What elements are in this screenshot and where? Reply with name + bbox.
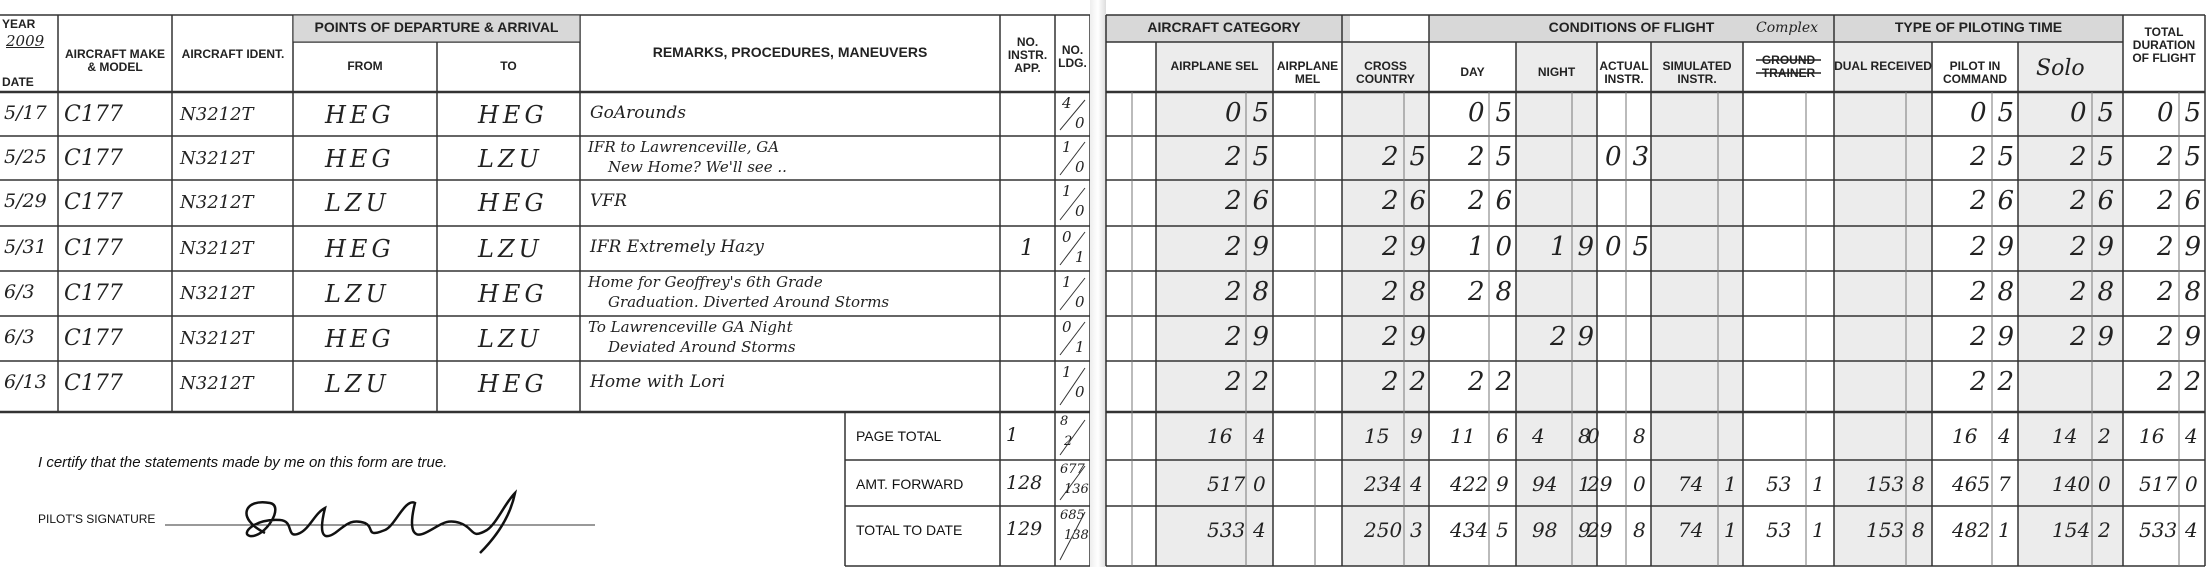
ident-cell: N3212T [180, 104, 254, 125]
total-total-tenths: 0 [2185, 472, 2198, 496]
ident-header: AIRCRAFT IDENT. [181, 47, 285, 61]
day-total-tenths: 9 [1496, 472, 1509, 496]
pic-total-tenths: 4 [1998, 424, 2011, 448]
total-ldg-day-cell: 8 [1060, 414, 1069, 429]
dual-total-hours: 153 [1866, 472, 1905, 496]
actual-instr-header: ACTUAL INSTR. [1599, 59, 1649, 86]
pic-total-hours: 16 [1952, 424, 1978, 448]
sel-cell: 28 [1225, 277, 1281, 307]
day-header: DAY [1460, 65, 1485, 79]
total-row-label: PAGE TOTAL [856, 428, 942, 444]
to-cell: HEG [478, 101, 548, 129]
date-cell: 6/3 [4, 326, 35, 348]
ground-trainer-header: GROUND TRAINER [1761, 53, 1816, 80]
sel-cell: 26 [1225, 186, 1281, 216]
night-total-hours: 94 [1532, 472, 1558, 496]
day-total-tenths: 6 [1496, 424, 1509, 448]
total-instr-cell: 1 [1006, 424, 1019, 446]
xc-cell: 22 [1382, 367, 1438, 397]
book-gutter [1090, 0, 1106, 567]
remarks-line-2: Deviated Around Storms [608, 338, 796, 356]
from-cell: HEG [325, 101, 395, 129]
complex-handwritten: Complex [1756, 20, 1819, 36]
pilot-in-command-header: PILOT IN COMMAND [1943, 59, 2007, 86]
sel-cell: 05 [1225, 98, 1281, 128]
make-model-cell: C177 [64, 281, 123, 306]
ldg-night-cell: 0 [1075, 383, 1085, 401]
night-total-tenths: 1 [1578, 472, 1591, 496]
remarks-line-1: To Lawrenceville GA Night [588, 318, 793, 336]
airplane-mel-header: AIRPLANE MEL [1276, 59, 1339, 86]
xc-total-tenths: 4 [1410, 472, 1423, 496]
from-cell: HEG [325, 145, 395, 173]
ldg-night-cell: 1 [1075, 248, 1085, 266]
from-cell: LZU [325, 370, 390, 398]
instr-app-header: NO. INSTR. APP. [1007, 35, 1048, 75]
from-cell: LZU [325, 189, 390, 217]
remarks-cell: GoArounds [590, 103, 686, 123]
actual-total-hours: 0 [1587, 424, 1600, 448]
solo-cell: 25 [2070, 142, 2126, 172]
remarks-header: REMARKS, PROCEDURES, MANEUVERS [652, 44, 928, 60]
total-ldg-night-cell: 2 [1064, 434, 1073, 449]
xc-cell: 29 [1382, 322, 1438, 352]
solo-cell: 05 [2070, 98, 2126, 128]
pic-total-tenths: 1 [1998, 518, 2011, 542]
make-model-cell: C177 [64, 190, 123, 215]
cx-total-tenths: 1 [1812, 518, 1825, 542]
xc-total-hours: 234 [1364, 472, 1403, 496]
night-cell: 19 [1550, 232, 1606, 262]
xc-cell: 25 [1382, 142, 1438, 172]
date-label: DATE [2, 75, 34, 89]
simulated-instr-header: SIMULATED INSTR. [1662, 59, 1732, 86]
to-cell: LZU [478, 325, 543, 353]
day-total-hours: 434 [1450, 518, 1489, 542]
sim-total-tenths: 1 [1724, 472, 1737, 496]
piloting-time-header: TYPE OF PILOTING TIME [1894, 19, 2063, 35]
pic-cell: 29 [1970, 232, 2026, 262]
logbook-left-page [0, 0, 1090, 567]
day-total-hours: 11 [1450, 424, 1476, 448]
actual-total-hours: 29 [1587, 472, 1613, 496]
total-instr-cell: 128 [1006, 472, 1043, 494]
ldg-night-cell: 0 [1075, 202, 1085, 220]
total-row-label: AMT. FORWARD [856, 476, 964, 492]
ldg-header: NO. LDG. [1058, 43, 1087, 70]
solo-total-hours: 14 [2052, 424, 2078, 448]
xc-cell: 28 [1382, 277, 1438, 307]
year-label: YEAR [2, 17, 36, 31]
total-cell: 28 [2157, 277, 2212, 307]
remarks-cell: IFR Extremely Hazy [590, 237, 764, 257]
total-cell: 29 [2157, 232, 2212, 262]
pic-total-tenths: 7 [1998, 472, 2011, 496]
solo-total-tenths: 2 [2098, 518, 2111, 542]
total-duration-header: TOTAL DURATION OF FLIGHT [2132, 25, 2196, 65]
sel-total-tenths: 4 [1253, 424, 1266, 448]
xc-total-hours: 250 [1364, 518, 1403, 542]
ident-cell: N3212T [180, 373, 254, 394]
total-instr-cell: 129 [1006, 518, 1043, 540]
xc-total-tenths: 3 [1410, 518, 1423, 542]
pic-total-hours: 482 [1952, 518, 1991, 542]
make-model-cell: C177 [64, 102, 123, 127]
total-cell: 22 [2157, 367, 2212, 397]
aircraft-category-header: AIRCRAFT CATEGORY [1147, 19, 1301, 35]
ldg-day-cell: 0 [1062, 228, 1072, 246]
remarks-line-1: Home for Geoffrey's 6th Grade [588, 273, 823, 291]
sel-cell: 25 [1225, 142, 1281, 172]
to-cell: HEG [478, 280, 548, 308]
day-total-tenths: 5 [1496, 518, 1509, 542]
total-cell: 29 [2157, 322, 2212, 352]
sel-cell: 29 [1225, 322, 1281, 352]
ldg-day-cell: 0 [1062, 318, 1072, 336]
cx-total-tenths: 1 [1812, 472, 1825, 496]
cross-country-header: CROSS COUNTRY [1356, 59, 1415, 86]
date-cell: 5/29 [4, 190, 47, 212]
actual-total-tenths: 8 [1633, 424, 1646, 448]
actual-total-hours: 29 [1587, 518, 1613, 542]
pic-cell: 22 [1970, 367, 2026, 397]
remarks-line-2: Graduation. Diverted Around Storms [608, 293, 890, 311]
sim-total-hours: 74 [1678, 518, 1704, 542]
xc-cell: 29 [1382, 232, 1438, 262]
dual-total-hours: 153 [1866, 518, 1905, 542]
make-model-cell: C177 [64, 326, 123, 351]
total-total-tenths: 4 [2185, 424, 2198, 448]
pic-total-hours: 465 [1952, 472, 1991, 496]
logbook-right-page [1106, 0, 2212, 567]
total-ldg-day-cell: 677 [1060, 462, 1085, 477]
from-cell: HEG [325, 235, 395, 263]
actual-cell: 05 [1605, 232, 1661, 262]
to-cell: LZU [478, 235, 543, 263]
date-cell: 6/3 [4, 281, 35, 303]
ldg-night-cell: 0 [1075, 293, 1085, 311]
ident-cell: N3212T [180, 283, 254, 304]
pilot-signature [225, 478, 545, 563]
pic-cell: 05 [1970, 98, 2026, 128]
signature-label: PILOT'S SIGNATURE [38, 512, 156, 526]
date-cell: 5/17 [4, 102, 47, 124]
sim-total-tenths: 1 [1724, 518, 1737, 542]
to-header: TO [500, 59, 517, 73]
date-cell: 5/31 [4, 236, 47, 258]
ldg-day-cell: 4 [1062, 94, 1072, 112]
make-model-header: AIRCRAFT MAKE & MODEL [65, 47, 165, 74]
total-ldg-day-cell: 685 [1060, 508, 1085, 523]
make-model-cell: C177 [64, 236, 123, 261]
remarks-cell: VFR [590, 191, 627, 211]
solo-total-hours: 154 [2052, 518, 2091, 542]
total-total-hours: 517 [2139, 472, 2178, 496]
actual-total-tenths: 0 [1633, 472, 1646, 496]
night-total-tenths: 8 [1578, 424, 1591, 448]
ldg-night-cell: 0 [1075, 114, 1085, 132]
from-header: FROM [347, 59, 383, 73]
day-cell: 10 [1468, 232, 1524, 262]
day-cell: 22 [1468, 367, 1524, 397]
remarks-line-2: New Home? We'll see .. [608, 158, 787, 176]
night-total-hours: 98 [1532, 518, 1558, 542]
dual-received-header: DUAL RECEIVED [1834, 59, 1932, 73]
solo-total-hours: 140 [2052, 472, 2091, 496]
night-total-tenths: 9 [1578, 518, 1591, 542]
dual-total-tenths: 8 [1912, 472, 1925, 496]
night-cell: 29 [1550, 322, 1606, 352]
certify-statement: I certify that the statements made by me on this form are true. [38, 454, 448, 471]
solo-handwritten-header: Solo [2036, 56, 2085, 81]
day-cell: 25 [1468, 142, 1524, 172]
xc-total-hours: 15 [1364, 424, 1390, 448]
ident-cell: N3212T [180, 192, 254, 213]
total-cell: 25 [2157, 142, 2212, 172]
ldg-night-cell: 0 [1075, 158, 1085, 176]
ident-cell: N3212T [180, 238, 254, 259]
sel-cell: 29 [1225, 232, 1281, 262]
solo-total-tenths: 0 [2098, 472, 2111, 496]
day-cell: 26 [1468, 186, 1524, 216]
solo-cell: 29 [2070, 232, 2126, 262]
year-value: 2009 [6, 32, 45, 50]
solo-cell: 26 [2070, 186, 2126, 216]
sel-cell: 22 [1225, 367, 1281, 397]
to-cell: HEG [478, 370, 548, 398]
ident-cell: N3212T [180, 328, 254, 349]
sel-total-tenths: 0 [1253, 472, 1266, 496]
actual-total-tenths: 8 [1633, 518, 1646, 542]
to-cell: LZU [478, 145, 543, 173]
total-total-tenths: 4 [2185, 518, 2198, 542]
airplane-sel-header: AIRPLANE SEL [1170, 59, 1259, 73]
total-cell: 05 [2157, 98, 2212, 128]
sim-total-hours: 74 [1678, 472, 1704, 496]
to-cell: HEG [478, 189, 548, 217]
solo-total-tenths: 2 [2098, 424, 2111, 448]
instr-app-cell: 1 [1020, 236, 1034, 261]
total-ldg-night-cell: 138 [1064, 528, 1089, 543]
make-model-cell: C177 [64, 371, 123, 396]
sel-total-hours: 16 [1207, 424, 1233, 448]
xc-total-tenths: 9 [1410, 424, 1423, 448]
points-header: POINTS OF DEPARTURE & ARRIVAL [314, 19, 559, 35]
make-model-cell: C177 [64, 146, 123, 171]
ldg-night-cell: 1 [1075, 338, 1085, 356]
total-total-hours: 16 [2139, 424, 2165, 448]
xc-cell: 26 [1382, 186, 1438, 216]
from-cell: HEG [325, 325, 395, 353]
total-cell: 26 [2157, 186, 2212, 216]
total-total-hours: 533 [2139, 518, 2178, 542]
remarks-line-1: IFR to Lawrenceville, GA [588, 138, 780, 156]
cx-total-hours: 53 [1766, 472, 1792, 496]
date-cell: 5/25 [4, 146, 47, 168]
solo-cell: 28 [2070, 277, 2126, 307]
ldg-day-cell: 1 [1062, 363, 1072, 381]
remarks-cell: Home with Lori [590, 372, 725, 392]
ldg-day-cell: 1 [1062, 138, 1072, 156]
pic-cell: 28 [1970, 277, 2026, 307]
cx-total-hours: 53 [1766, 518, 1792, 542]
date-cell: 6/13 [4, 371, 47, 393]
sel-total-hours: 533 [1207, 518, 1246, 542]
pic-cell: 29 [1970, 322, 2026, 352]
night-header: NIGHT [1537, 65, 1576, 79]
day-cell: 05 [1468, 98, 1524, 128]
night-total-hours: 4 [1532, 424, 1545, 448]
ident-cell: N3212T [180, 148, 254, 169]
total-ldg-night-cell: 136 [1064, 482, 1089, 497]
sel-total-hours: 517 [1207, 472, 1246, 496]
day-cell: 28 [1468, 277, 1524, 307]
solo-cell: 29 [2070, 322, 2126, 352]
actual-cell: 03 [1605, 142, 1661, 172]
pic-cell: 25 [1970, 142, 2026, 172]
dual-total-tenths: 8 [1912, 518, 1925, 542]
total-row-label: TOTAL TO DATE [856, 522, 963, 538]
ldg-day-cell: 1 [1062, 273, 1072, 291]
sel-total-tenths: 4 [1253, 518, 1266, 542]
ldg-day-cell: 1 [1062, 182, 1072, 200]
pic-cell: 26 [1970, 186, 2026, 216]
conditions-header: CONDITIONS OF FLIGHT [1548, 19, 1715, 35]
day-total-hours: 422 [1450, 472, 1489, 496]
from-cell: LZU [325, 280, 390, 308]
